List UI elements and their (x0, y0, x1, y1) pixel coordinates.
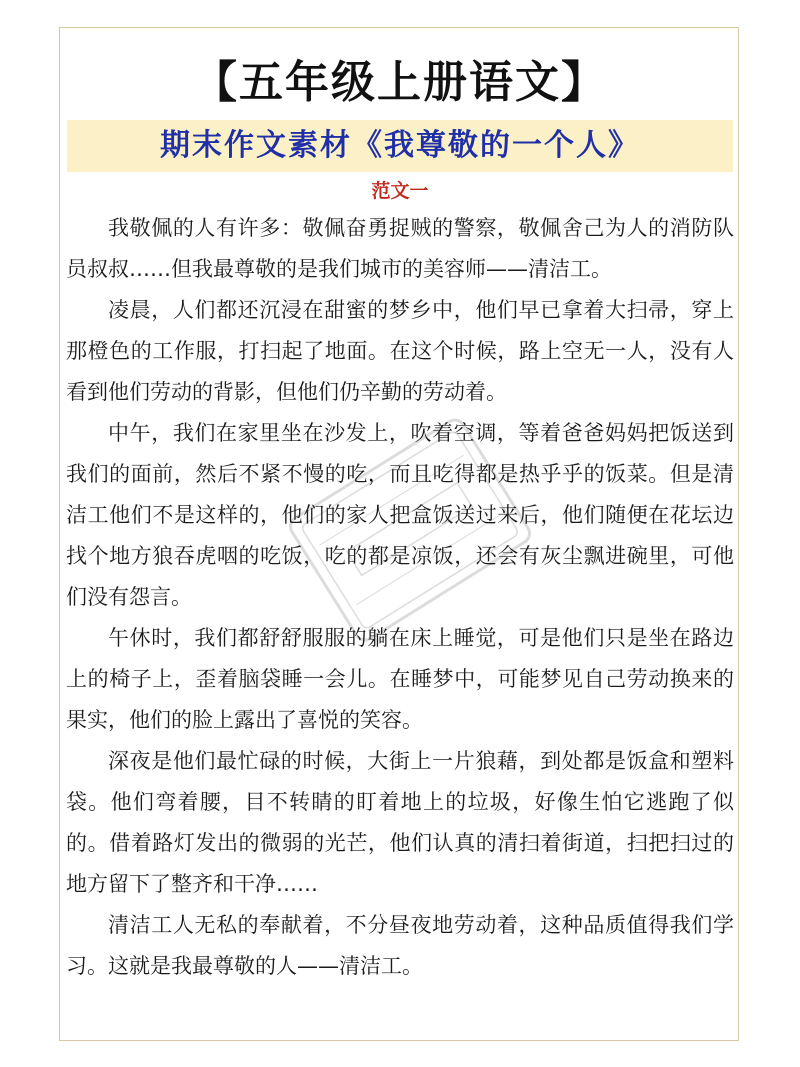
main-title: 【五年级上册语文】 (193, 57, 607, 108)
essay-paragraph: 午休时，我们都舒舒服服的躺在床上睡觉，可是他们只是坐在路边上的椅子上，歪着脑袋睡一会儿。在睡梦中，可能梦见自己劳动换来的果实，他们的脸上露出了喜悦的笑容。 (66, 626, 734, 732)
subtitle: 期末作文素材《我尊敬的一个人》 (160, 128, 640, 163)
essay-paragraph: 我敬佩的人有许多：敬佩奋勇捉贼的警察，敬佩舍己为人的消防队员叔叔……但我最尊敬的是我们城市的美容师——清洁工。 (66, 216, 734, 281)
essay-paragraph: 中午，我们在家里坐在沙发上，吹着空调，等着爸爸妈妈把饭送到我们的面前，然后不紧不慢的吃，而且吃得都是热乎乎的饭菜。但是清洁工他们不是这样的，他们的家人把盒饭送过来后，他们随便在花坛边找个地方狼吞虎咽的吃饭，吃的都是凉饭，还会有灰尘飘进碗里，可他们没有怨言。 (66, 421, 734, 609)
essay-paragraph: 深夜是他们最忙碌的时候，大街上一片狼藉，到处都是饭盒和塑料袋。他们弯着腰，目不转睛的盯着地上的垃圾，好像生怕它逃跑了似的。借着路灯发出的微弱的光芒，他们认真的清扫着街道，扫把扫过的地方留下了整齐和干净…… (66, 749, 734, 896)
essay-paragraph: 凌晨，人们都还沉浸在甜蜜的梦乡中，他们早已拿着大扫帚，穿上那橙色的工作服，打扫起了地面。在这个时候，路上空无一人，没有人看到他们劳动的背影，但他们仍辛勤的劳动着。 (66, 298, 734, 404)
essay-body (66, 208, 734, 987)
section-heading: 范文一 (371, 180, 429, 202)
essay-paragraph: 清洁工人无私的奉献着，不分昼夜地劳动着，这种品质值得我们学习。这就是我最尊敬的人——清洁工。 (66, 913, 734, 978)
